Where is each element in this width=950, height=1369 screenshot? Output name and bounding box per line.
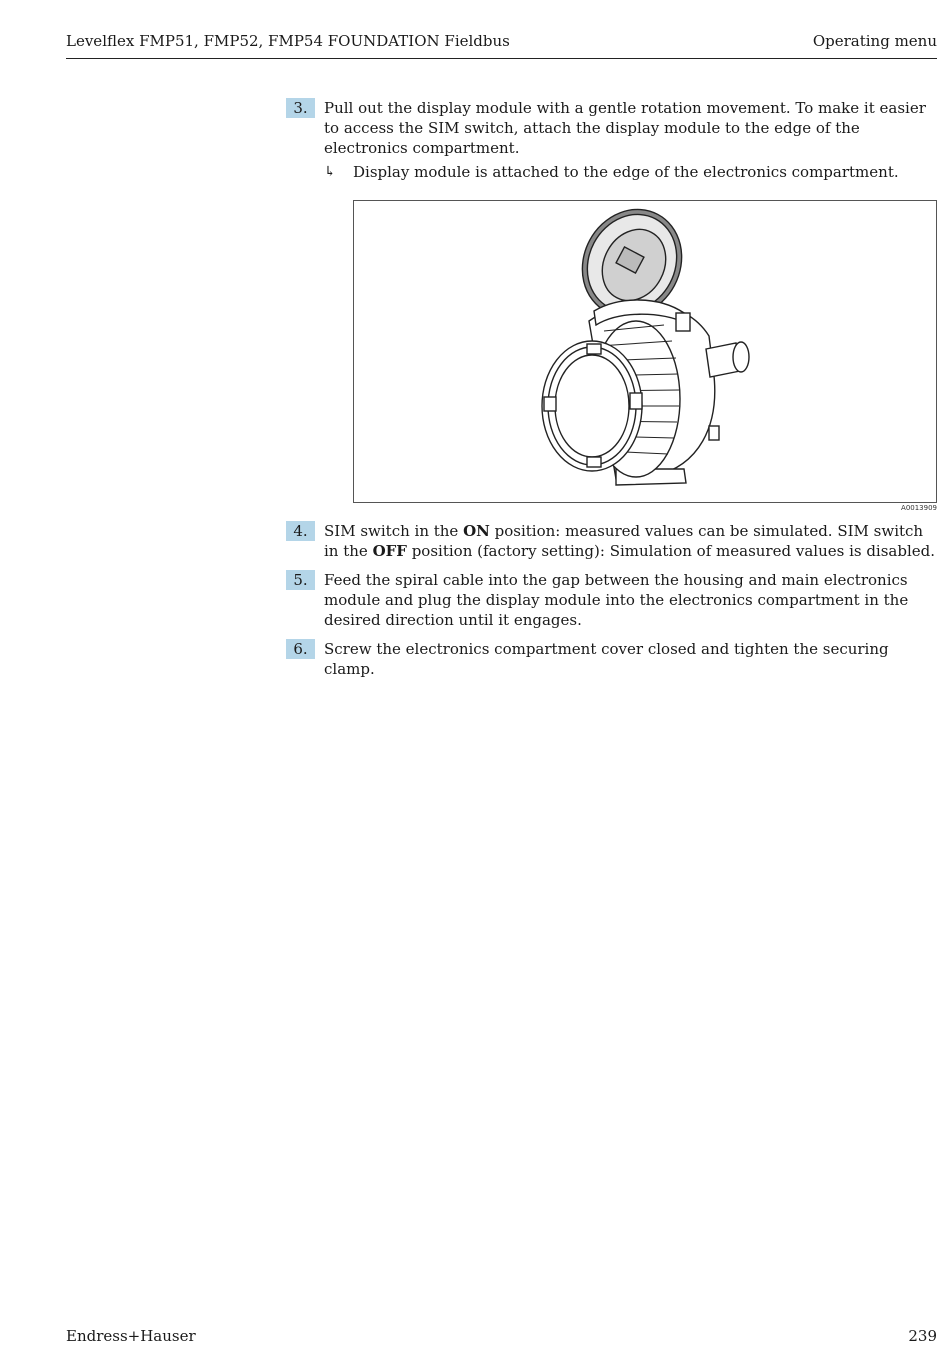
step-4: [286, 521, 937, 563]
document-title: Levelflex FMP51, FMP52, FMP54 FOUNDATION Fieldbus: [66, 32, 510, 50]
section-title: Operating menu: [812, 32, 937, 50]
page-header: [66, 30, 937, 59]
step-5: [286, 570, 937, 632]
step-number: 3.: [286, 98, 315, 118]
figure-id: A0013909: [901, 504, 937, 512]
step-number: 5.: [286, 570, 315, 590]
step-number: 6.: [286, 639, 315, 659]
step-text: Screw the electronics compartment cover closed and tighten the securing clamp.: [324, 640, 889, 678]
device-housing-illustration: [354, 201, 936, 502]
on-label: ON: [463, 522, 490, 540]
step-text: SIM switch in the ON position: measured values can be simulated. SIM switch in the OFF position (factory setting): Simulation of measured values is disabled.: [324, 522, 936, 560]
step-text: Pull out the display module with a gentle rotation movement. To make it easier to access the SIM switch, attach the display module to the edge of the electronics compartment.: [324, 99, 926, 157]
step-number: 4.: [286, 521, 315, 541]
step-result: [324, 162, 937, 182]
result-text: Display module is attached to the edge of the electronics compartment.: [353, 163, 899, 181]
step-6: [286, 639, 937, 678]
footer-brand: Endress+Hauser: [66, 1327, 196, 1345]
off-label: OFF: [372, 542, 407, 560]
step-3: [286, 98, 937, 188]
page-number: 239: [908, 1327, 937, 1345]
step-text: Feed the spiral cable into the gap between the housing and main electronics module and plug the display module into the electronics compartment in the desired direction until it engages.: [324, 571, 909, 629]
device-figure: [353, 200, 937, 503]
result-arrow-icon: ↳: [324, 164, 336, 180]
